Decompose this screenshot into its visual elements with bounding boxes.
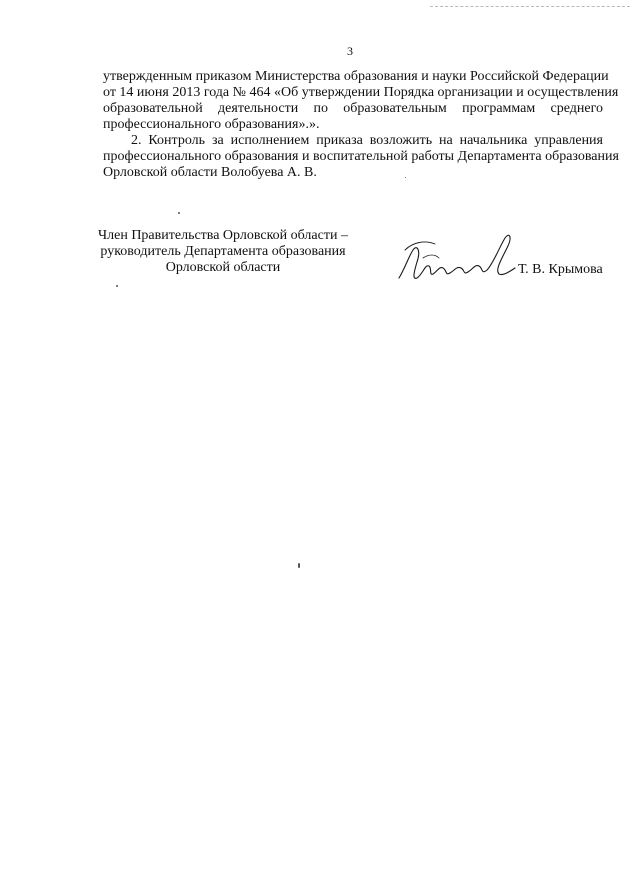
signer-position-line-2: руководитель Департамента образования xyxy=(100,244,346,259)
paragraph-2-line-3: Орловской области Волобуева А. В. xyxy=(103,165,317,180)
paragraph-2-line-1 xyxy=(103,133,603,149)
signer-position-line-1: Член Правительства Орловской области – xyxy=(98,228,348,243)
paragraph-2-line-2: профессионального образования и воспитательной работы Департамента образования xyxy=(103,149,619,164)
scan-speck xyxy=(178,212,180,214)
paragraph-1-line-2: от 14 июня 2013 года № 464 «Об утверждении Порядка организации и осуществления xyxy=(103,85,619,100)
signer-position-line-3: Орловской области xyxy=(165,260,281,275)
paragraph-2 xyxy=(103,133,619,181)
signee-name: Т. В. Крымова xyxy=(518,262,603,277)
page-number: 3 xyxy=(347,44,353,58)
paragraph-2-line-1-text: 2. Контроль за исполнением приказа возложить на начальника управления xyxy=(131,133,603,148)
scan-edge-line xyxy=(430,6,630,7)
paragraph-1-line-4: профессионального образования».». xyxy=(103,117,320,132)
paragraph-1-line-1: утвержденным приказом Министерства образования и науки Российской Федерации xyxy=(103,69,609,84)
paragraph-1-line-3: образовательной деятельности по образовательным программам среднего xyxy=(103,101,603,116)
handwritten-signature xyxy=(395,228,520,286)
scan-speck xyxy=(116,285,118,287)
scan-speck xyxy=(298,563,300,568)
signer-position xyxy=(98,228,348,276)
scan-speck xyxy=(405,177,406,178)
paragraph-1 xyxy=(103,69,619,133)
